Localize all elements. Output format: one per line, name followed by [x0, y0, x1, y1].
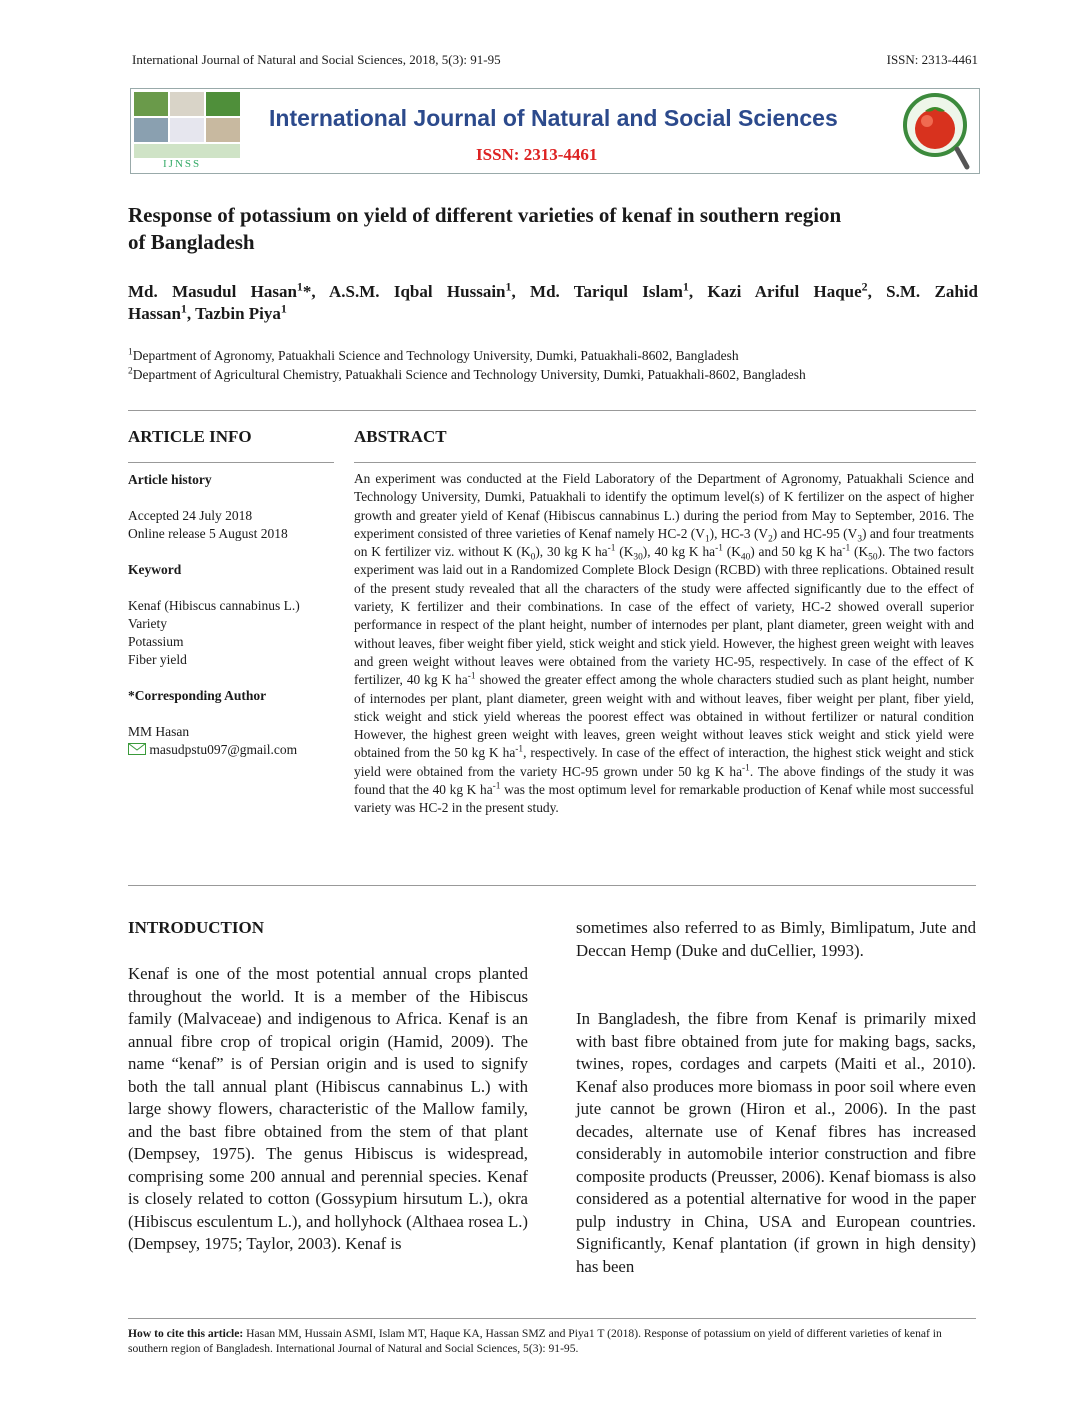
how-to-cite: [128, 1326, 978, 1356]
corresponding-mark: *,: [302, 282, 316, 301]
author-name: Md. Masudul Hasan: [128, 282, 297, 301]
journal-banner: [130, 88, 980, 174]
divider: [128, 1318, 976, 1319]
abstract-run: ) and 50 kg K ha: [750, 544, 843, 560]
abstract-run: (K: [850, 544, 869, 560]
divider: [128, 885, 976, 886]
author-affiliation-mark: 1: [682, 279, 689, 294]
fish-image: [134, 118, 168, 142]
author-list-line-2: [128, 301, 287, 324]
keyword-item: Variety: [128, 616, 167, 631]
paper-title-line-2: of Bangladesh: [128, 230, 255, 254]
citation-text: Hasan MM, Hussain ASMI, Islam MT, Haque KA, Hassan SMZ and Piya1 T (2018). Response of potassium on yield of different varieties of kenaf in southern region of Bangladesh. International Journal of Natural and Social Sciences, 5(3): 91-95.: [128, 1327, 942, 1355]
author-name: , Tazbin Piya: [186, 304, 281, 323]
abstract-text: [354, 470, 974, 818]
abstract-run: . The above findings of the study it was found that the 40 kg K ha: [354, 763, 974, 798]
keyword-item: Potassium: [128, 634, 184, 649]
introduction-right-paragraph-2: In Bangladesh, the fibre from Kenaf is primarily mixed with bast fibre obtained from jute for making bags, sacks, twines, ropes, cordages and carpets (Maiti et al., 2010). Kenaf also produces more biomass in poor soil where even jute cannot be grown (Hiron et al., 2006). In the past decades, alternate use of Kenaf fibres has increased considerably in automobile interior construction and fibre composite products (Preusser, 2006). Kenaf biomass is also considered as a potential alternative for wood in the paper pulp industry in China, USA and European countries. Significantly, Kenaf plantation (if grown in high density) has been: [576, 1009, 976, 1276]
tomato-magnifier-icon: [901, 91, 971, 171]
plant-image: [134, 92, 168, 116]
author-list: [128, 280, 978, 304]
keyword-label: Keyword: [128, 562, 182, 577]
email-icon: [128, 743, 146, 755]
cattle-image: [170, 92, 204, 116]
introduction-heading: INTRODUCTION: [128, 918, 265, 937]
divider: [128, 462, 334, 463]
affiliation: [128, 348, 739, 364]
superscript: -1: [467, 671, 476, 682]
abstract-run: An experiment was conducted at the Field Laboratory of the Department of Agronomy, Patuakhali Science and Technology University, Dumki, Patuakhali to identify the optimum level(s) of K fertilizer on the aspect of higher growth and greater yield of Kenaf (Hibiscus cannabinus L.) during the period from May to September, 2016. The experiment consisted of three varieties of Kenaf namely HC-2 (V: [354, 471, 974, 541]
abstract-run: showed the greater effect among the whole characters studied such as plant height, number of internodes per plant, plant diameter, green weight with and without leaves, fiber weight per plant, fiber yield, stick weight and stick yield whereas the poorest effect was obtained in without fertilizer or natural condition However, the highest green weight with leaves, green weight without leaves stick weight and stick yield were obtained from the 50 kg K ha: [354, 672, 974, 761]
abstract-run: was the most optimum level for remarkable production of Kenaf while most successful variety was HC-2 in the present study.: [354, 782, 975, 816]
affiliation-text: Department of Agronomy, Patuakhali Science and Technology University, Dumki, Patuakhali-8602, Bangladesh: [132, 348, 739, 363]
abstract-run: (K: [615, 544, 634, 560]
banner-issn: ISSN: 2313-4461: [476, 145, 598, 164]
accepted-date: Accepted 24 July 2018: [128, 508, 253, 523]
author-affiliation-mark: 1: [296, 279, 303, 294]
author-name: A.S.M. Iqbal Hussain: [315, 282, 506, 301]
author-affiliation-mark: 1: [280, 301, 287, 316]
subscript: 0: [530, 552, 536, 563]
subscript: 30: [633, 552, 643, 563]
superscript: -1: [715, 543, 723, 554]
abstract-heading: ABSTRACT: [354, 427, 447, 446]
superscript: -1: [515, 744, 524, 755]
vegetable-image: [206, 92, 240, 116]
abstract-run: (K: [722, 544, 741, 560]
abstract-run: ) and HC-95 (V: [772, 525, 858, 541]
author-name: , S.M. Zahid: [867, 282, 978, 301]
subscript: 3: [857, 534, 862, 545]
subscript: 1: [704, 534, 710, 545]
abstract-run: ). The two factors experiment was laid out in a Randomized Complete Block Design (RCBD) with three replications. Obtained result of the present study revealed that all the characters of the study were affected significantly due to the effect of variety, K fertilizer and their combinations. In case of the effect of variety, HC-2 showed overall superior performance in respect of the plant height, number of internodes per plant, plant diameter, green weight with and without leaves, fiber weight fiber yield, stick weight and stick yield. However, the highest green weight with leaves and green weight without leaves were obtained from the variety HC-95, respectively. In case of the effect of K fertilizer, 40 kg K ha: [354, 544, 974, 688]
abstract-run: ), 40 kg K ha: [642, 544, 716, 560]
banner-journal-title: International Journal of Natural and Social Sciences: [269, 105, 838, 131]
subscript: 2: [768, 534, 773, 545]
abstract-run: ), 30 kg K ha: [535, 544, 608, 560]
running-header-journal: International Journal of Natural and Social Sciences, 2018, 5(3): 91-95: [132, 52, 501, 67]
corresponding-author-name: MM Hasan: [128, 724, 190, 739]
keyword-item: Kenaf (Hibiscus cannabinus L.): [128, 598, 300, 613]
author-affiliation-mark: 1: [505, 279, 512, 294]
superscript: -1: [842, 543, 851, 554]
superscript: -1: [607, 543, 616, 554]
subscript: 50: [868, 552, 878, 563]
running-header-issn: ISSN: 2313-4461: [886, 52, 978, 67]
article-info: [128, 471, 334, 759]
keyword-item: Fiber yield: [128, 652, 187, 667]
author-affiliation-mark: 1: [180, 301, 187, 316]
affiliation: [128, 367, 806, 383]
superscript: -1: [742, 763, 750, 774]
paper-title: [128, 202, 978, 256]
citation-label: How to cite this article:: [128, 1327, 244, 1340]
author-name: Hassan: [128, 304, 181, 323]
affiliation-number: 2: [128, 366, 133, 377]
introduction-left-column: Kenaf is one of the most potential annual crops planted throughout the world. It is a member of the Hibiscus family (Malvaceae) and indigenous to Africa. Kenaf is an annual fibre crop of tropical origin (Hamid, 2009). The name “kenaf” is of Persian origin and is used to signify both the tall annual plant (Hibiscus cannabinus L.) with large showy flowers, characteristic of the Mallow family, and the bast fibre obtained from the stem of that plant (Dempsey, 1975). The genus Hibiscus is widespread, comprising some 200 annual and perennial species. Kenaf is closely related to cotton (Gossypium hirsutum L.), okra (Hibiscus esculentum L.), and hollyhock (Althaea rosea L.) (Dempsey, 1975; Taylor, 2003). Kenaf is: [128, 964, 528, 1253]
logo-text: IJNSS: [163, 158, 202, 170]
running-header: [132, 52, 978, 68]
author-name: , Kazi Ariful Haque: [688, 282, 862, 301]
superscript: -1: [492, 781, 501, 792]
affiliation-number: 1: [128, 347, 133, 358]
paper-title-line-1: Response of potassium on yield of different varieties of kenaf in southern region: [128, 203, 842, 227]
logo-strip: [134, 144, 240, 158]
journal-logo-collage: [134, 92, 242, 162]
article-history-label: Article history: [128, 472, 212, 487]
email-row: [128, 741, 334, 759]
abstract-run: ), HC-3 (V: [709, 525, 769, 541]
affiliation-text: Department of Agricultural Chemistry, Patuakhali Science and Technology University, Dumki, Patuakhali-8602, Bangladesh: [132, 367, 806, 382]
introduction-right-paragraph-1: sometimes also referred to as Bimly, Bimlipatum, Jute and Deccan Hemp (Duke and duCellier, 1993).: [576, 918, 976, 960]
corresponding-author-label: *Corresponding Author: [128, 688, 267, 703]
lab-image: [206, 118, 240, 142]
online-release-date: Online release 5 August 2018: [128, 526, 288, 541]
author-affiliation-mark: 2: [861, 279, 868, 294]
molecule-image: [170, 118, 204, 142]
article-info-heading: ARTICLE INFO: [128, 427, 252, 446]
subscript: 40: [740, 552, 751, 563]
abstract-run: ) and four treatments on K fertilizer viz. without K (K: [354, 525, 975, 560]
author-name: , Md. Tariqul Islam: [511, 282, 683, 301]
divider: [354, 462, 976, 463]
email-address[interactable]: masudpstu097@gmail.com: [149, 742, 298, 757]
divider: [128, 410, 976, 411]
abstract-run: , respectively. In case of the effect of interaction, the highest stick weight and stick yield were obtained from the variety HC-95 grown under 50 kg K ha: [354, 745, 974, 779]
